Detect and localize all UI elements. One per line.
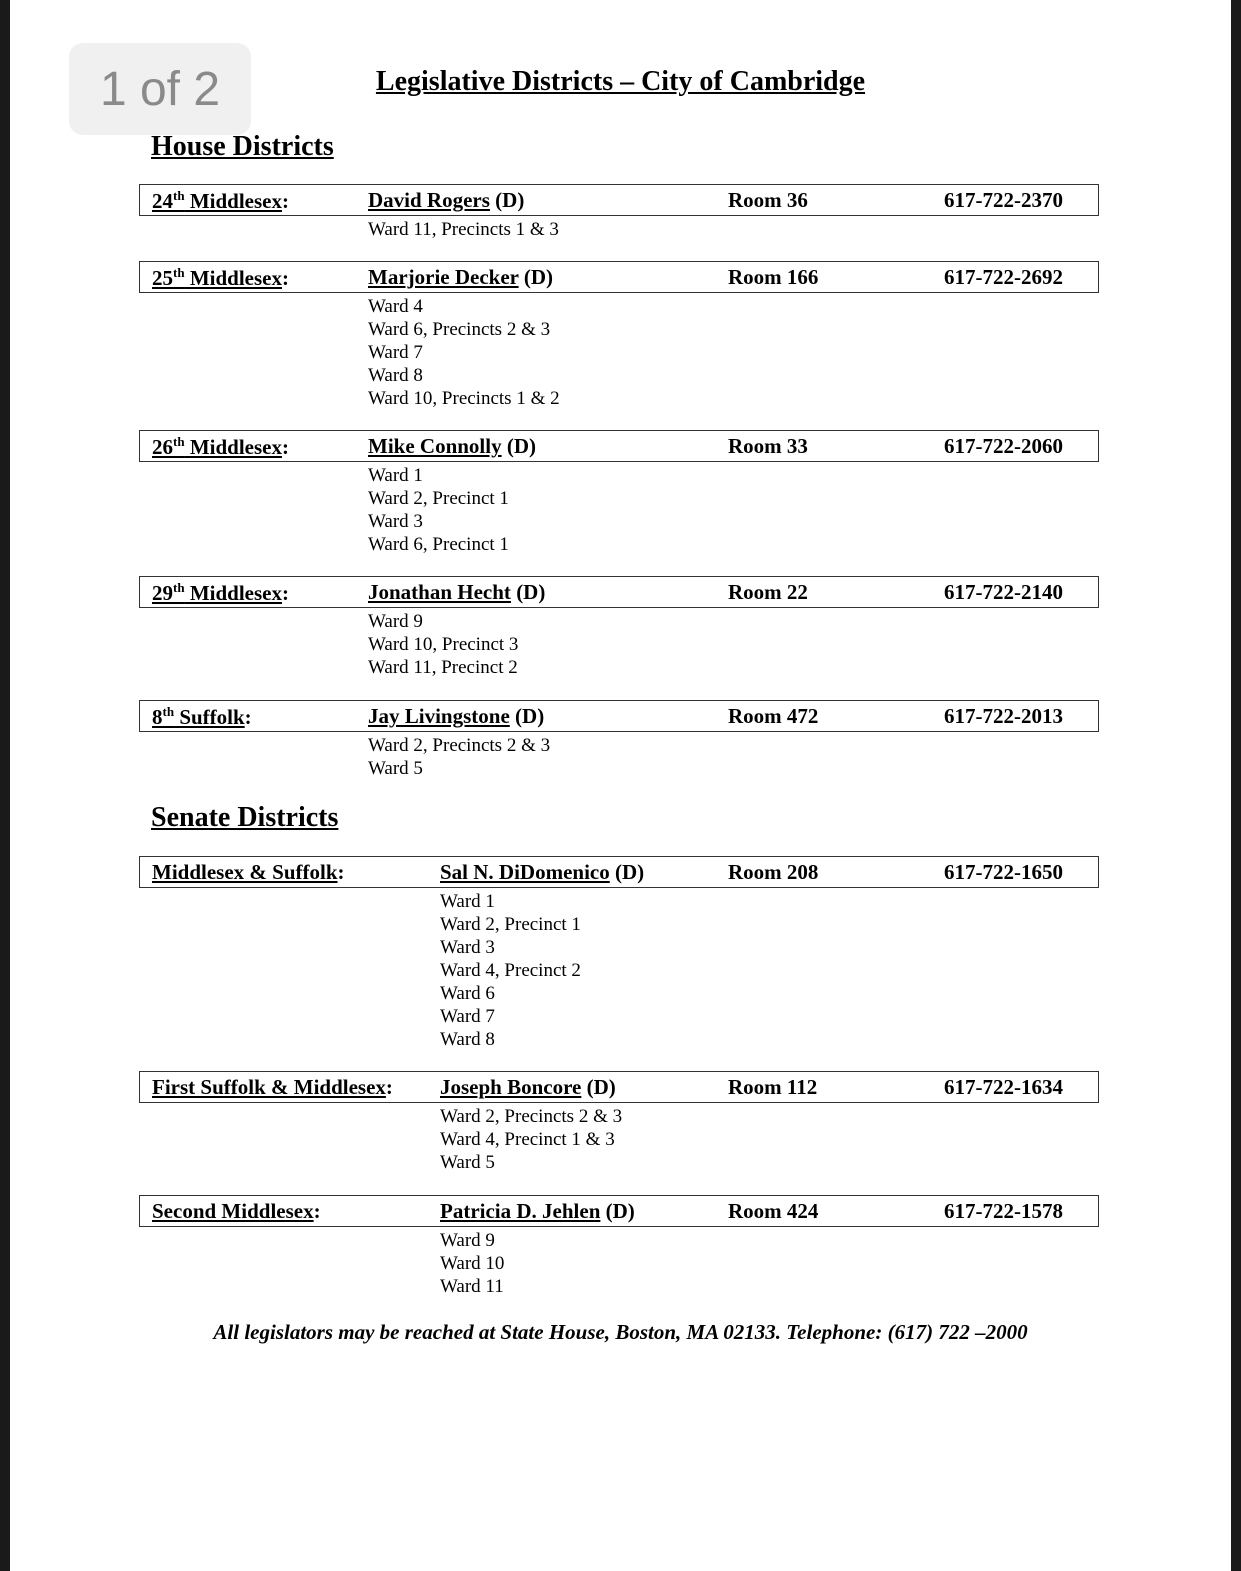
district-header-row bbox=[139, 856, 1099, 888]
house-districts-heading: House Districts bbox=[151, 131, 334, 162]
ward-item: Ward 1 bbox=[440, 891, 495, 912]
ordinal-suffix: th bbox=[173, 434, 185, 449]
representative-name: Jay Livingstone (D) bbox=[368, 704, 545, 728]
representative-name: Marjorie Decker (D) bbox=[368, 265, 554, 289]
ordinal-suffix: th bbox=[173, 265, 185, 280]
document-title: Legislative Districts – City of Cambridge bbox=[375, 66, 866, 97]
representative-name: Sal N. DiDomenico (D) bbox=[440, 860, 645, 884]
room-number: Room 22 bbox=[728, 580, 808, 604]
room-number: Room 472 bbox=[728, 704, 819, 728]
phone-number: 617-722-2692 bbox=[944, 265, 1063, 289]
district-header-row bbox=[139, 700, 1099, 732]
ward-item: Ward 4, Precinct 1 & 3 bbox=[440, 1129, 615, 1150]
ward-item: Ward 4 bbox=[368, 296, 423, 317]
room-number: Room 424 bbox=[728, 1199, 819, 1223]
representative-name: Patricia D. Jehlen (D) bbox=[440, 1199, 635, 1223]
district-block bbox=[139, 576, 1099, 679]
document-page bbox=[10, 0, 1231, 1571]
district-header-row bbox=[139, 430, 1099, 462]
ward-list bbox=[440, 890, 1099, 1051]
district-label: 29th Middlesex bbox=[152, 580, 282, 605]
phone-number: 617-722-1650 bbox=[944, 860, 1063, 884]
rep-name-text: Mike Connolly bbox=[368, 434, 502, 458]
ward-item: Ward 11, Precincts 1 & 3 bbox=[368, 219, 559, 240]
room-number: Room 33 bbox=[728, 434, 808, 458]
ward-item: Ward 10 bbox=[440, 1253, 505, 1274]
district-label: 8th Suffolk bbox=[152, 704, 245, 729]
district-label: 26th Middlesex bbox=[152, 434, 282, 459]
page-indicator: 1 of 2 bbox=[69, 43, 251, 135]
ward-item: Ward 9 bbox=[440, 1230, 495, 1251]
room-number: Room 208 bbox=[728, 860, 819, 884]
district-name: First Suffolk & Middlesex: bbox=[152, 1075, 393, 1099]
ward-item: Ward 6, Precincts 2 & 3 bbox=[368, 319, 551, 340]
rep-name-text: Joseph Boncore bbox=[440, 1075, 582, 1099]
phone-number: 617-722-2370 bbox=[944, 188, 1063, 212]
district-block bbox=[139, 261, 1099, 410]
district-header-row bbox=[139, 1195, 1099, 1227]
district-name: 25th Middlesex: bbox=[152, 265, 289, 290]
ward-item: Ward 2, Precincts 2 & 3 bbox=[368, 735, 551, 756]
district-block bbox=[139, 430, 1099, 556]
district-label: 25th Middlesex bbox=[152, 265, 282, 290]
ward-list bbox=[440, 1229, 1099, 1298]
district-name: 24th Middlesex: bbox=[152, 188, 289, 213]
footer-note: All legislators may be reached at State House, Boston, MA 02133. Telephone: (617) 722 –2000 bbox=[213, 1320, 1028, 1344]
representative-name: Mike Connolly (D) bbox=[368, 434, 537, 458]
ward-item: Ward 6, Precinct 1 bbox=[368, 534, 509, 555]
room-number: Room 112 bbox=[728, 1075, 818, 1099]
ward-item: Ward 3 bbox=[440, 937, 495, 958]
ward-list bbox=[368, 218, 1099, 241]
rep-name-text: Jay Livingstone bbox=[368, 704, 510, 728]
senate-districts-heading: Senate Districts bbox=[151, 802, 339, 833]
ward-item: Ward 11 bbox=[440, 1276, 504, 1297]
district-name: 8th Suffolk: bbox=[152, 704, 252, 729]
representative-name: David Rogers (D) bbox=[368, 188, 525, 212]
district-block bbox=[139, 856, 1099, 1051]
ward-item: Ward 5 bbox=[440, 1152, 495, 1173]
rep-name-text: David Rogers bbox=[368, 188, 490, 212]
district-block bbox=[139, 184, 1099, 241]
ward-item: Ward 8 bbox=[440, 1029, 495, 1050]
district-header-row bbox=[139, 1071, 1099, 1103]
room-number: Room 166 bbox=[728, 265, 819, 289]
phone-number: 617-722-2140 bbox=[944, 580, 1063, 604]
room-number: Room 36 bbox=[728, 188, 808, 212]
ward-item: Ward 4, Precinct 2 bbox=[440, 960, 581, 981]
ordinal-suffix: th bbox=[162, 704, 175, 719]
district-label: First Suffolk & Middlesex bbox=[152, 1075, 386, 1099]
district-block bbox=[139, 1195, 1099, 1298]
ward-list bbox=[440, 1105, 1099, 1174]
ward-list bbox=[368, 610, 1099, 679]
ward-item: Ward 6 bbox=[440, 983, 495, 1004]
ward-item: Ward 2, Precinct 1 bbox=[440, 914, 581, 935]
rep-name-text: Jonathan Hecht bbox=[368, 580, 511, 604]
district-label: 24th Middlesex bbox=[152, 188, 282, 213]
ordinal-suffix: th bbox=[173, 188, 185, 203]
ward-item: Ward 2, Precincts 2 & 3 bbox=[440, 1106, 623, 1127]
district-block bbox=[139, 700, 1099, 780]
ward-item: Ward 9 bbox=[368, 611, 423, 632]
phone-number: 617-722-1578 bbox=[944, 1199, 1063, 1223]
ward-list bbox=[368, 295, 1099, 410]
phone-number: 617-722-1634 bbox=[944, 1075, 1063, 1099]
rep-name-text: Sal N. DiDomenico bbox=[440, 860, 610, 884]
district-label: Middlesex & Suffolk bbox=[152, 860, 338, 884]
ward-list bbox=[368, 734, 1099, 780]
ward-item: Ward 10, Precinct 3 bbox=[368, 634, 519, 655]
district-name: 29th Middlesex: bbox=[152, 580, 289, 605]
ward-item: Ward 10, Precincts 1 & 2 bbox=[368, 388, 560, 409]
district-name: Second Middlesex: bbox=[152, 1199, 321, 1223]
district-header-row bbox=[139, 261, 1099, 293]
district-label: Second Middlesex bbox=[152, 1199, 314, 1223]
district-name: Middlesex & Suffolk: bbox=[152, 860, 345, 884]
rep-name-text: Marjorie Decker bbox=[368, 265, 519, 289]
ward-item: Ward 11, Precinct 2 bbox=[368, 657, 518, 678]
district-block bbox=[139, 1071, 1099, 1174]
representative-name: Jonathan Hecht (D) bbox=[368, 580, 546, 604]
ward-list bbox=[368, 464, 1099, 556]
representative-name: Joseph Boncore (D) bbox=[440, 1075, 616, 1099]
phone-number: 617-722-2060 bbox=[944, 434, 1063, 458]
ward-item: Ward 1 bbox=[368, 465, 423, 486]
phone-number: 617-722-2013 bbox=[944, 704, 1063, 728]
ward-item: Ward 8 bbox=[368, 365, 423, 386]
rep-name-text: Patricia D. Jehlen bbox=[440, 1199, 601, 1223]
ward-item: Ward 2, Precinct 1 bbox=[368, 488, 509, 509]
district-name: 26th Middlesex: bbox=[152, 434, 289, 459]
ward-item: Ward 5 bbox=[368, 758, 423, 779]
district-header-row bbox=[139, 576, 1099, 608]
ordinal-suffix: th bbox=[173, 580, 185, 595]
ward-item: Ward 3 bbox=[368, 511, 423, 532]
scrollbar-track[interactable] bbox=[1231, 0, 1241, 1571]
ward-item: Ward 7 bbox=[368, 342, 423, 363]
district-header-row bbox=[139, 184, 1099, 216]
ward-item: Ward 7 bbox=[440, 1006, 495, 1027]
